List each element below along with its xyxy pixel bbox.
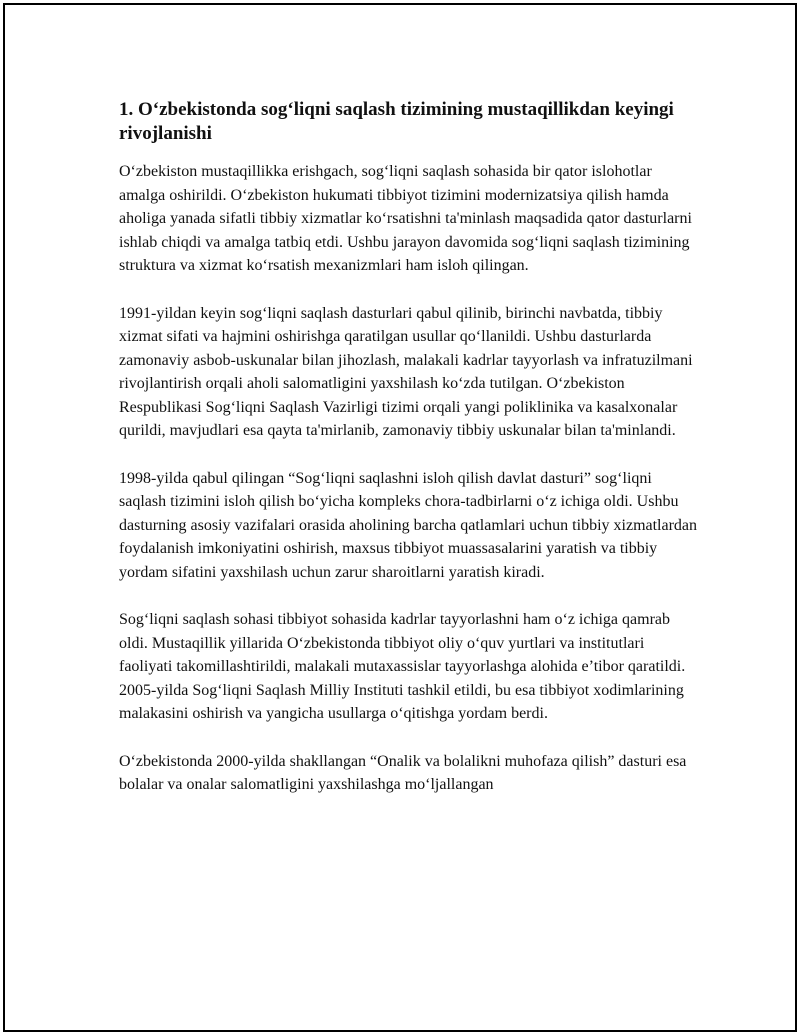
document-page bbox=[3, 3, 797, 1032]
paragraph-1: O‘zbekiston mustaqillikka erishgach, sog‘liqni saqlash sohasida bir qator islohotlar amalga oshirildi. O‘zbekiston hukumati tibbiyot tizimini modernizatsiya qilish hamda aholiga yanada sifatli tibbiy xizmatlar ko‘rsatishni ta'minlash maqsadida qator dasturlarni ishlab chiqdi va amalga tatbiq etdi. Ushbu jarayon davomida sog‘liqni saqlash tizimining struktura va xizmat ko‘rsatish mexanizmlari ham isloh qilingan. bbox=[119, 163, 692, 274]
paragraph-3: 1998-yilda qabul qilingan “Sog‘liqni saqlashni isloh qilish davlat dasturi” sog‘liqni saqlash tizimini isloh qilish bo‘yicha kompleks chora-tadbirlarni o‘z ichiga oldi. Ushbu dasturning asosiy vazifalari orasida aholining barcha qatlamlari uchun tibbiy xizmatlardan foydalanish imkoniyatini oshirish, maxsus tibbiyot muassasalarini yaratish va tibbiy yordam sifatini yaxshilash uchun zarur sharoitlarni yaratish kiradi. bbox=[119, 469, 698, 581]
document-body bbox=[119, 98, 699, 797]
paragraph-4: Sog‘liqni saqlash sohasi tibbiyot sohasida kadrlar tayyorlashni ham o‘z ichiga qamrab oldi. Mustaqillik yillarida O‘zbekistonda tibbiyot oliy o‘quv yurtlari va institutlari faoliyati takomillashtirildi, malakali mutaxassislar tayyorlashga alohida e’tibor qaratildi. 2005-yilda Sog‘liqni Saqlash Milliy Instituti tashkil etildi, bu esa tibbiyot xodimlarining malakasini oshirish va yangicha usullarga o‘qitishga yordam berdi. bbox=[119, 611, 686, 722]
paragraph-5: O‘zbekistonda 2000-yilda shakllangan “Onalik va bolalikni muhofaza qilish” dasturi esa bolalar va onalar salomatligini yaxshilashga mo‘ljallangan bbox=[119, 752, 687, 793]
paragraph-2: 1991-yildan keyin sog‘liqni saqlash dasturlari qabul qilinib, birinchi navbatda, tibbiy xizmat sifati va hajmini oshirishga qaratilgan usullar qo‘llanildi. Ushbu dasturlarda zamonaviy asbob-uskunalar bilan jihozlash, malakali kadrlar tayyorlash va infratuzilmani rivojlantirish orqali aholi salomatligini yaxshilash ko‘zda tutilgan. O‘zbekiston Respublikasi Sog‘liqni Saqlash Vazirligi tizimi orqali yangi poliklinika va kasalxonalar qurildi, mavjudlari esa qayta ta'mirlanib, zamonaviy tibbiy uskunalar bilan ta'minlandi. bbox=[119, 304, 693, 439]
section-heading: 1. O‘zbekistonda sog‘liqni saqlash tizimining mustaqillikdan keyingi rivojlanishi bbox=[119, 99, 674, 144]
